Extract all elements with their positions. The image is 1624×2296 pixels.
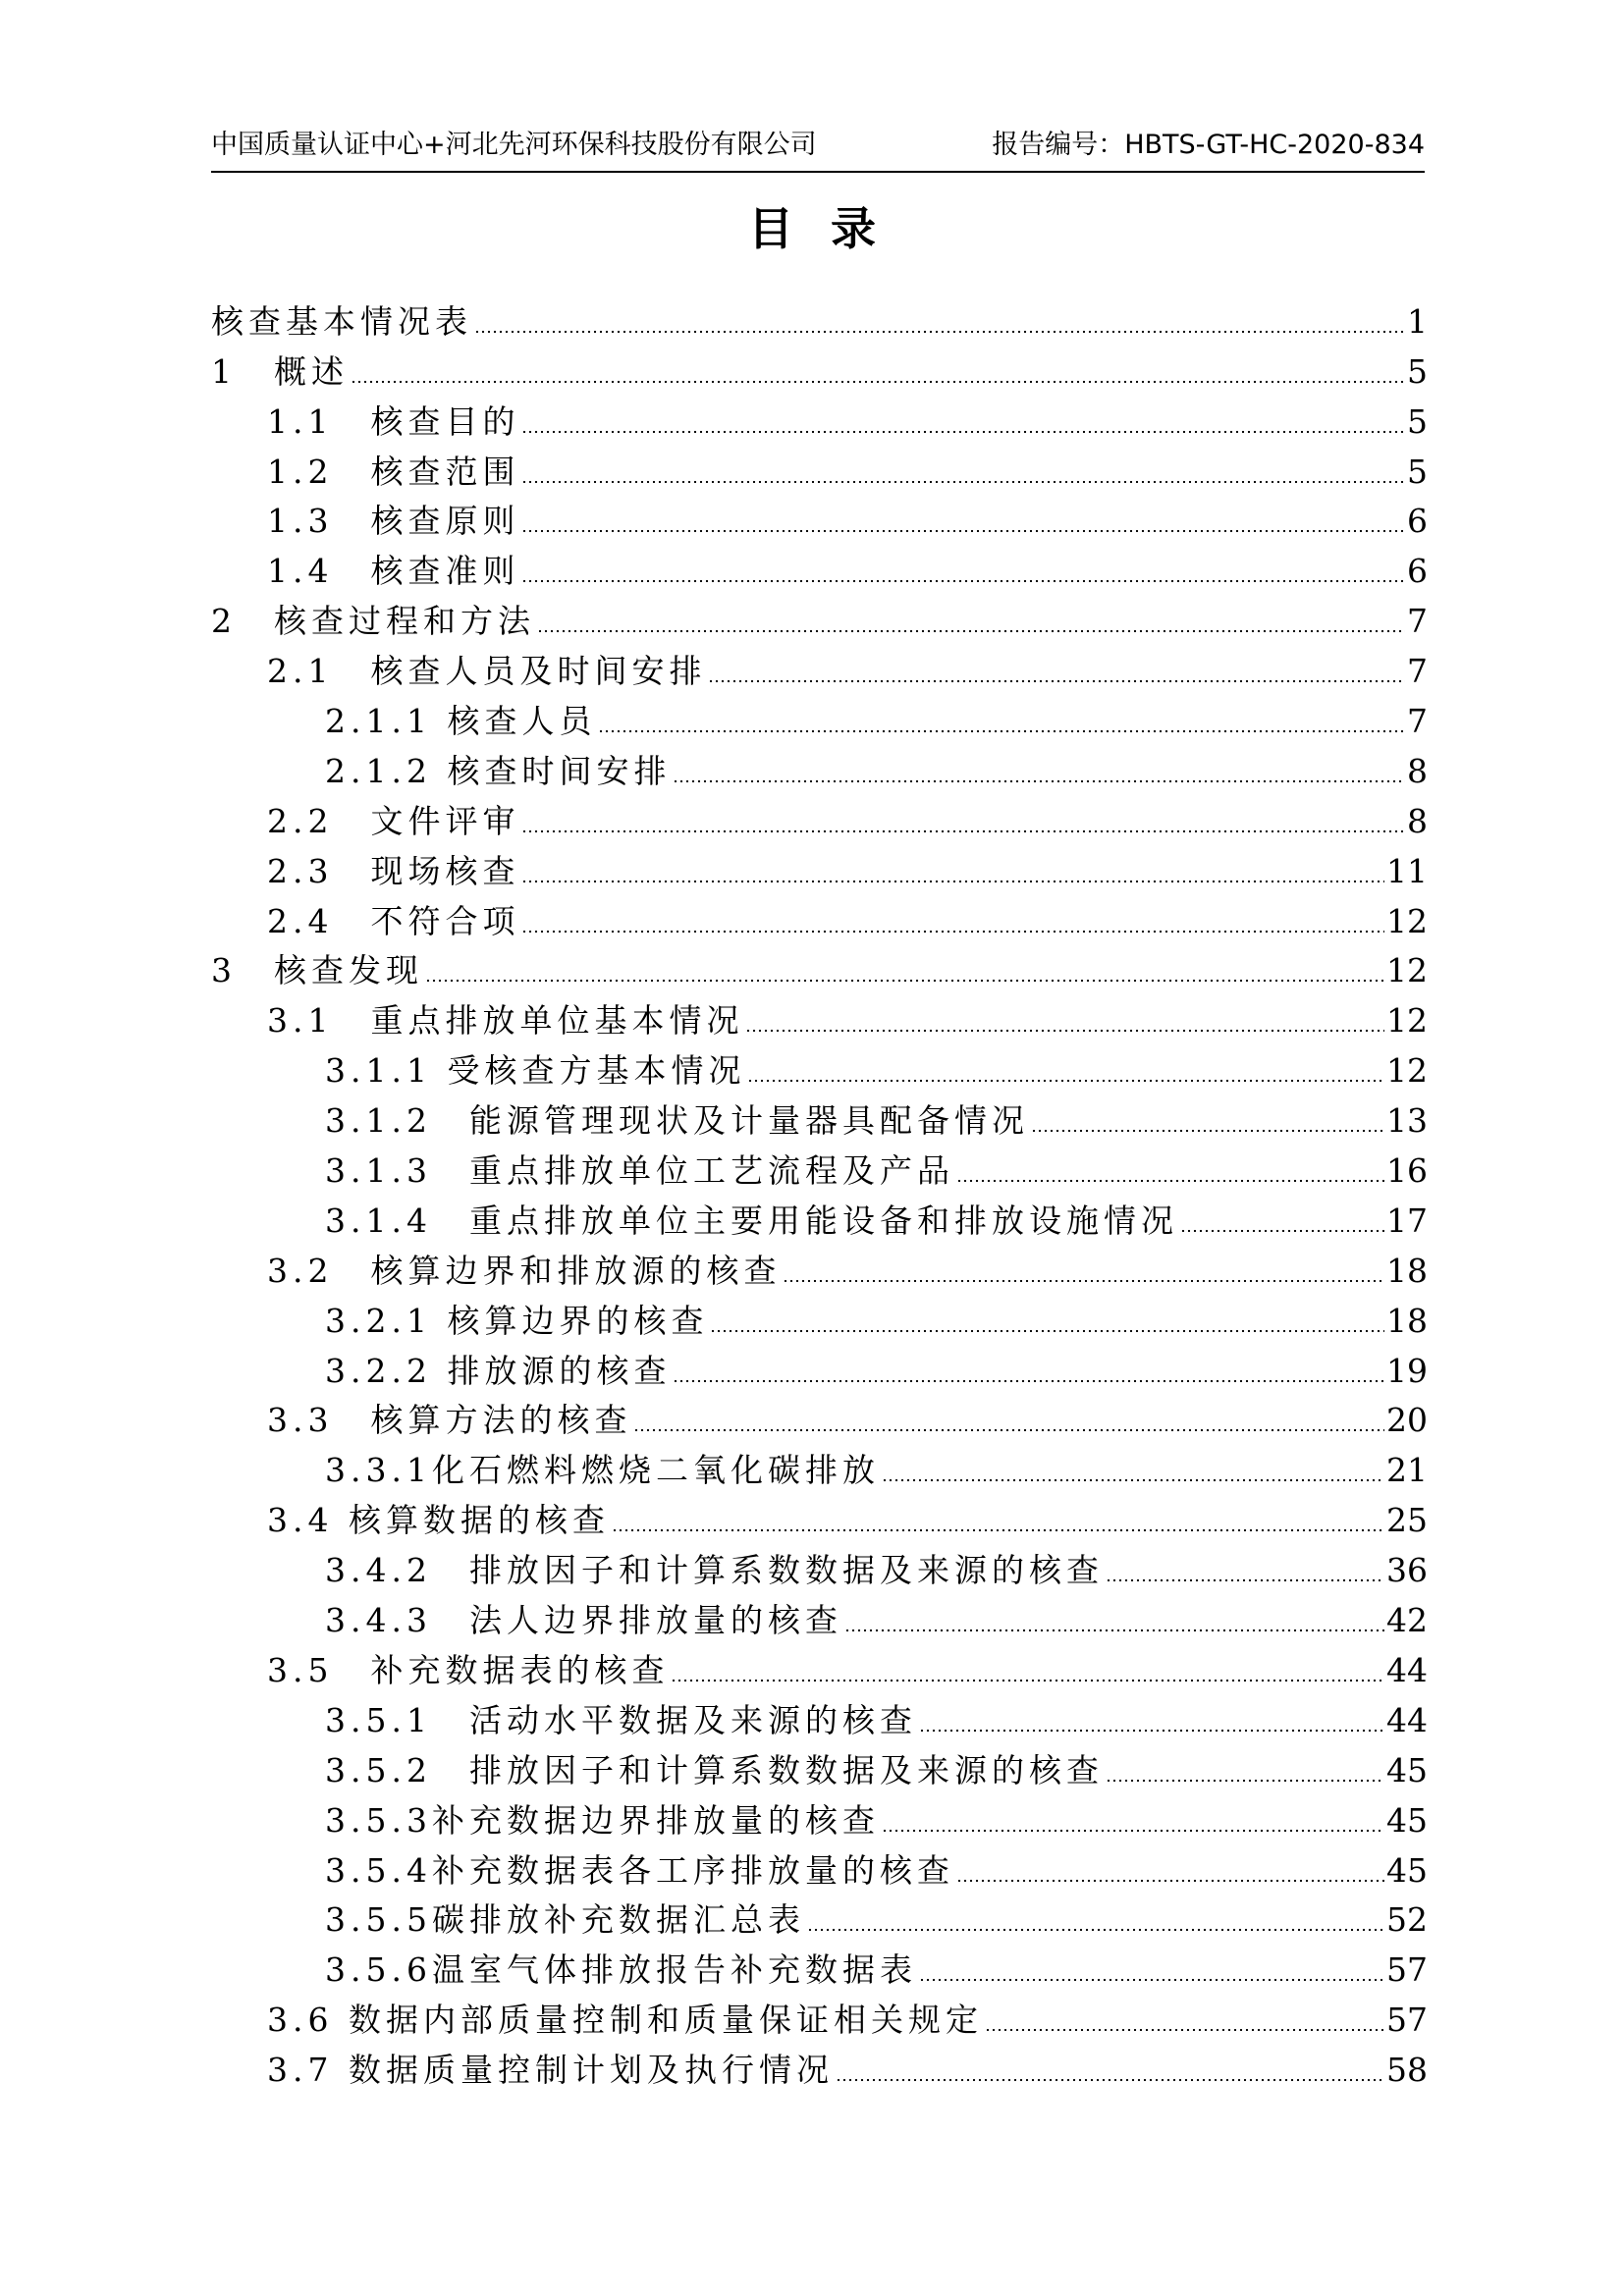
dot-leader <box>521 579 1405 583</box>
toc-page-number: 58 <box>1386 2051 1428 2090</box>
toc-page-number: 13 <box>1386 1101 1428 1141</box>
dot-leader <box>673 1379 1384 1383</box>
toc-entry[interactable] <box>211 646 1428 696</box>
toc-entry[interactable] <box>211 296 1428 347</box>
toc-entry-title: 2.1 核查人员及时间安排 <box>267 652 707 691</box>
toc-entry-title: 3.4 核算数据的核查 <box>267 1501 610 1540</box>
toc-page-number: 17 <box>1386 1201 1428 1240</box>
toc-entry-title: 3.1.4 重点排放单位主要用能设备和排放设施情况 <box>325 1201 1178 1240</box>
toc-page-number: 21 <box>1386 1451 1428 1490</box>
toc-entry-title: 2.1.2 核查时间安排 <box>325 751 672 790</box>
dot-leader <box>612 1528 1384 1532</box>
toc-page-number: 57 <box>1386 2001 1428 2040</box>
dot-leader <box>1031 1129 1384 1133</box>
toc-entry-title: 3 核查发现 <box>211 951 423 990</box>
toc-page-number: 45 <box>1386 1750 1428 1789</box>
toc-page-number: 7 <box>1407 702 1428 741</box>
toc-entry-title: 1.2 核查范围 <box>267 452 520 491</box>
toc-page-number: 8 <box>1407 801 1428 840</box>
toc-entry[interactable] <box>211 696 1428 746</box>
toc-entry-title: 3.2 核算边界和排放源的核查 <box>267 1251 782 1290</box>
dot-leader <box>844 1629 1384 1632</box>
toc-entry[interactable] <box>211 397 1428 447</box>
toc-entry[interactable] <box>211 746 1428 796</box>
dot-leader <box>708 679 1405 683</box>
toc-entry[interactable] <box>211 1795 1428 1845</box>
dot-leader <box>783 1279 1384 1283</box>
toc-entry[interactable] <box>211 1845 1428 1896</box>
toc-page-number: 19 <box>1386 1351 1428 1390</box>
toc-entry-title: 3.1.3 重点排放单位工艺流程及产品 <box>325 1151 954 1191</box>
toc-entry[interactable] <box>211 1396 1428 1446</box>
toc-entry-title: 3.5.3补充数据边界排放量的核查 <box>325 1800 880 1840</box>
dot-leader <box>521 529 1405 533</box>
toc-entry[interactable] <box>211 1545 1428 1595</box>
toc-page-number: 12 <box>1386 901 1428 940</box>
toc-entry-title: 3.3 核算方法的核查 <box>267 1401 632 1440</box>
dot-leader <box>882 1478 1384 1482</box>
toc-page-number: 5 <box>1407 401 1428 441</box>
header-organization: 中国质量认证中心+河北先河环保科技股份有限公司 <box>211 130 817 160</box>
dot-leader <box>836 2078 1384 2082</box>
toc-page-number: 57 <box>1386 1950 1428 1990</box>
toc-entry-title: 3.6 数据内部质量控制和质量保证相关规定 <box>267 2001 983 2040</box>
toc-entry-title: 3.4.2 排放因子和计算系数数据及来源的核查 <box>325 1551 1104 1590</box>
dot-leader <box>598 729 1405 733</box>
toc-page-number: 18 <box>1386 1301 1428 1340</box>
toc-entry-title: 3.5.2 排放因子和计算系数数据及来源的核查 <box>325 1750 1104 1789</box>
toc-entry[interactable] <box>211 1995 1428 2045</box>
toc-entry[interactable] <box>211 1945 1428 1995</box>
dot-leader <box>919 1729 1384 1733</box>
toc-page-number: 12 <box>1386 1001 1428 1041</box>
dot-leader <box>745 1029 1384 1033</box>
toc-entry[interactable] <box>211 1196 1428 1246</box>
dot-leader <box>521 430 1405 434</box>
toc-entry[interactable] <box>211 846 1428 896</box>
toc-entry[interactable] <box>211 796 1428 846</box>
dot-leader <box>474 330 1405 334</box>
toc-page-number: 44 <box>1386 1700 1428 1739</box>
dot-leader <box>956 1179 1384 1183</box>
toc-entry[interactable] <box>211 1296 1428 1346</box>
toc-entry-title: 1.4 核查准则 <box>267 552 520 591</box>
toc-entry-title: 3.1.2 能源管理现状及计量器具配备情况 <box>325 1101 1029 1141</box>
toc-entry[interactable] <box>211 347 1428 397</box>
dot-leader <box>956 1879 1384 1883</box>
toc-page-number: 6 <box>1407 552 1428 591</box>
toc-entry-title: 1.3 核查原则 <box>267 502 520 541</box>
toc-entry[interactable] <box>211 596 1428 646</box>
dot-leader <box>521 880 1384 883</box>
toc-entry[interactable] <box>211 1745 1428 1795</box>
toc-entry-title: 3.5 补充数据表的核查 <box>267 1650 670 1689</box>
toc-page-number: 5 <box>1407 452 1428 491</box>
toc-entry[interactable] <box>211 1896 1428 1946</box>
toc-entry-title: 3.5.4补充数据表各工序排放量的核查 <box>325 1850 954 1890</box>
dot-leader <box>747 1079 1384 1083</box>
toc-entry-title: 1 概述 <box>211 351 349 391</box>
toc-entry[interactable] <box>211 1045 1428 1095</box>
header-report-number: 报告编号：HBTS-GT-HC-2020-834 <box>992 130 1425 160</box>
table-of-contents <box>211 296 1428 2095</box>
toc-entry-title: 1.1 核查目的 <box>267 401 520 441</box>
toc-page-number: 7 <box>1407 602 1428 641</box>
dot-leader <box>673 779 1405 783</box>
toc-page-number: 1 <box>1407 301 1428 341</box>
toc-entry[interactable] <box>211 1595 1428 1645</box>
dot-leader <box>882 1829 1384 1833</box>
toc-page-number: 44 <box>1386 1650 1428 1689</box>
toc-entry-title: 2.2 文件评审 <box>267 801 520 840</box>
toc-page-number: 20 <box>1386 1401 1428 1440</box>
toc-page-number: 52 <box>1386 1900 1428 1940</box>
dot-leader <box>985 2028 1384 2032</box>
toc-entry-title: 3.2.1 核算边界的核查 <box>325 1301 709 1340</box>
toc-page-number: 45 <box>1386 1850 1428 1890</box>
dot-leader <box>425 979 1384 983</box>
toc-entry[interactable] <box>211 546 1428 596</box>
dot-leader <box>633 1428 1384 1432</box>
toc-entry[interactable] <box>211 497 1428 547</box>
dot-leader <box>1180 1229 1384 1233</box>
dot-leader <box>1106 1578 1384 1582</box>
toc-page-number: 45 <box>1386 1800 1428 1840</box>
toc-entry-title: 2.3 现场核查 <box>267 851 520 890</box>
toc-page-number: 11 <box>1386 851 1428 890</box>
toc-entry-title: 3.5.5碳排放补充数据汇总表 <box>325 1900 805 1940</box>
toc-entry-title: 3.1 重点排放单位基本情况 <box>267 1001 744 1041</box>
toc-page-number: 42 <box>1386 1601 1428 1640</box>
toc-entry[interactable] <box>211 896 1428 946</box>
page-title: 目录 <box>748 202 913 255</box>
toc-entry[interactable] <box>211 1146 1428 1196</box>
toc-entry[interactable] <box>211 1695 1428 1745</box>
dot-leader <box>807 1928 1384 1932</box>
toc-entry[interactable] <box>211 946 1428 996</box>
toc-page-number: 12 <box>1386 1051 1428 1091</box>
dot-leader <box>671 1679 1384 1682</box>
toc-entry-title: 3.3.1化石燃料燃烧二氧化碳排放 <box>325 1451 880 1490</box>
toc-page-number: 7 <box>1407 652 1428 691</box>
toc-page-number: 12 <box>1386 951 1428 990</box>
toc-entry-title: 核查基本情况表 <box>211 301 472 341</box>
toc-entry-title: 2.4 不符合项 <box>267 901 520 940</box>
toc-page-number: 8 <box>1407 751 1428 790</box>
toc-entry[interactable] <box>211 1495 1428 1545</box>
toc-entry[interactable] <box>211 1095 1428 1146</box>
dot-leader <box>521 829 1405 833</box>
dot-leader <box>919 1978 1384 1982</box>
toc-page-number: 25 <box>1386 1501 1428 1540</box>
toc-page-number: 6 <box>1407 502 1428 541</box>
toc-entry[interactable] <box>211 1346 1428 1396</box>
page-header <box>211 124 1425 173</box>
dot-leader <box>351 380 1405 384</box>
toc-entry[interactable] <box>211 2045 1428 2095</box>
toc-page-number: 36 <box>1386 1551 1428 1590</box>
dot-leader <box>1106 1779 1384 1783</box>
toc-entry-title: 3.4.3 法人边界排放量的核查 <box>325 1601 842 1640</box>
toc-entry-title: 3.2.2 排放源的核查 <box>325 1351 672 1390</box>
toc-entry[interactable] <box>211 1445 1428 1495</box>
toc-entry-title: 3.5.1 活动水平数据及来源的核查 <box>325 1700 917 1739</box>
toc-entry-title: 2.1.1 核查人员 <box>325 702 597 741</box>
dot-leader <box>537 629 1405 633</box>
toc-entry-title: 3.1.1 受核查方基本情况 <box>325 1051 746 1091</box>
toc-entry[interactable] <box>211 1246 1428 1296</box>
toc-page-number: 18 <box>1386 1251 1428 1290</box>
toc-entry-title: 2 核查过程和方法 <box>211 602 535 641</box>
toc-entry-title: 3.7 数据质量控制计划及执行情况 <box>267 2051 834 2090</box>
toc-entry[interactable] <box>211 1645 1428 1695</box>
toc-page-number: 5 <box>1407 351 1428 391</box>
dot-leader <box>710 1329 1384 1333</box>
toc-page-number: 16 <box>1386 1151 1428 1191</box>
dot-leader <box>521 480 1405 484</box>
toc-entry[interactable] <box>211 995 1428 1045</box>
toc-entry[interactable] <box>211 447 1428 497</box>
toc-entry-title: 3.5.6温室气体排放报告补充数据表 <box>325 1950 917 1990</box>
dot-leader <box>521 930 1384 934</box>
